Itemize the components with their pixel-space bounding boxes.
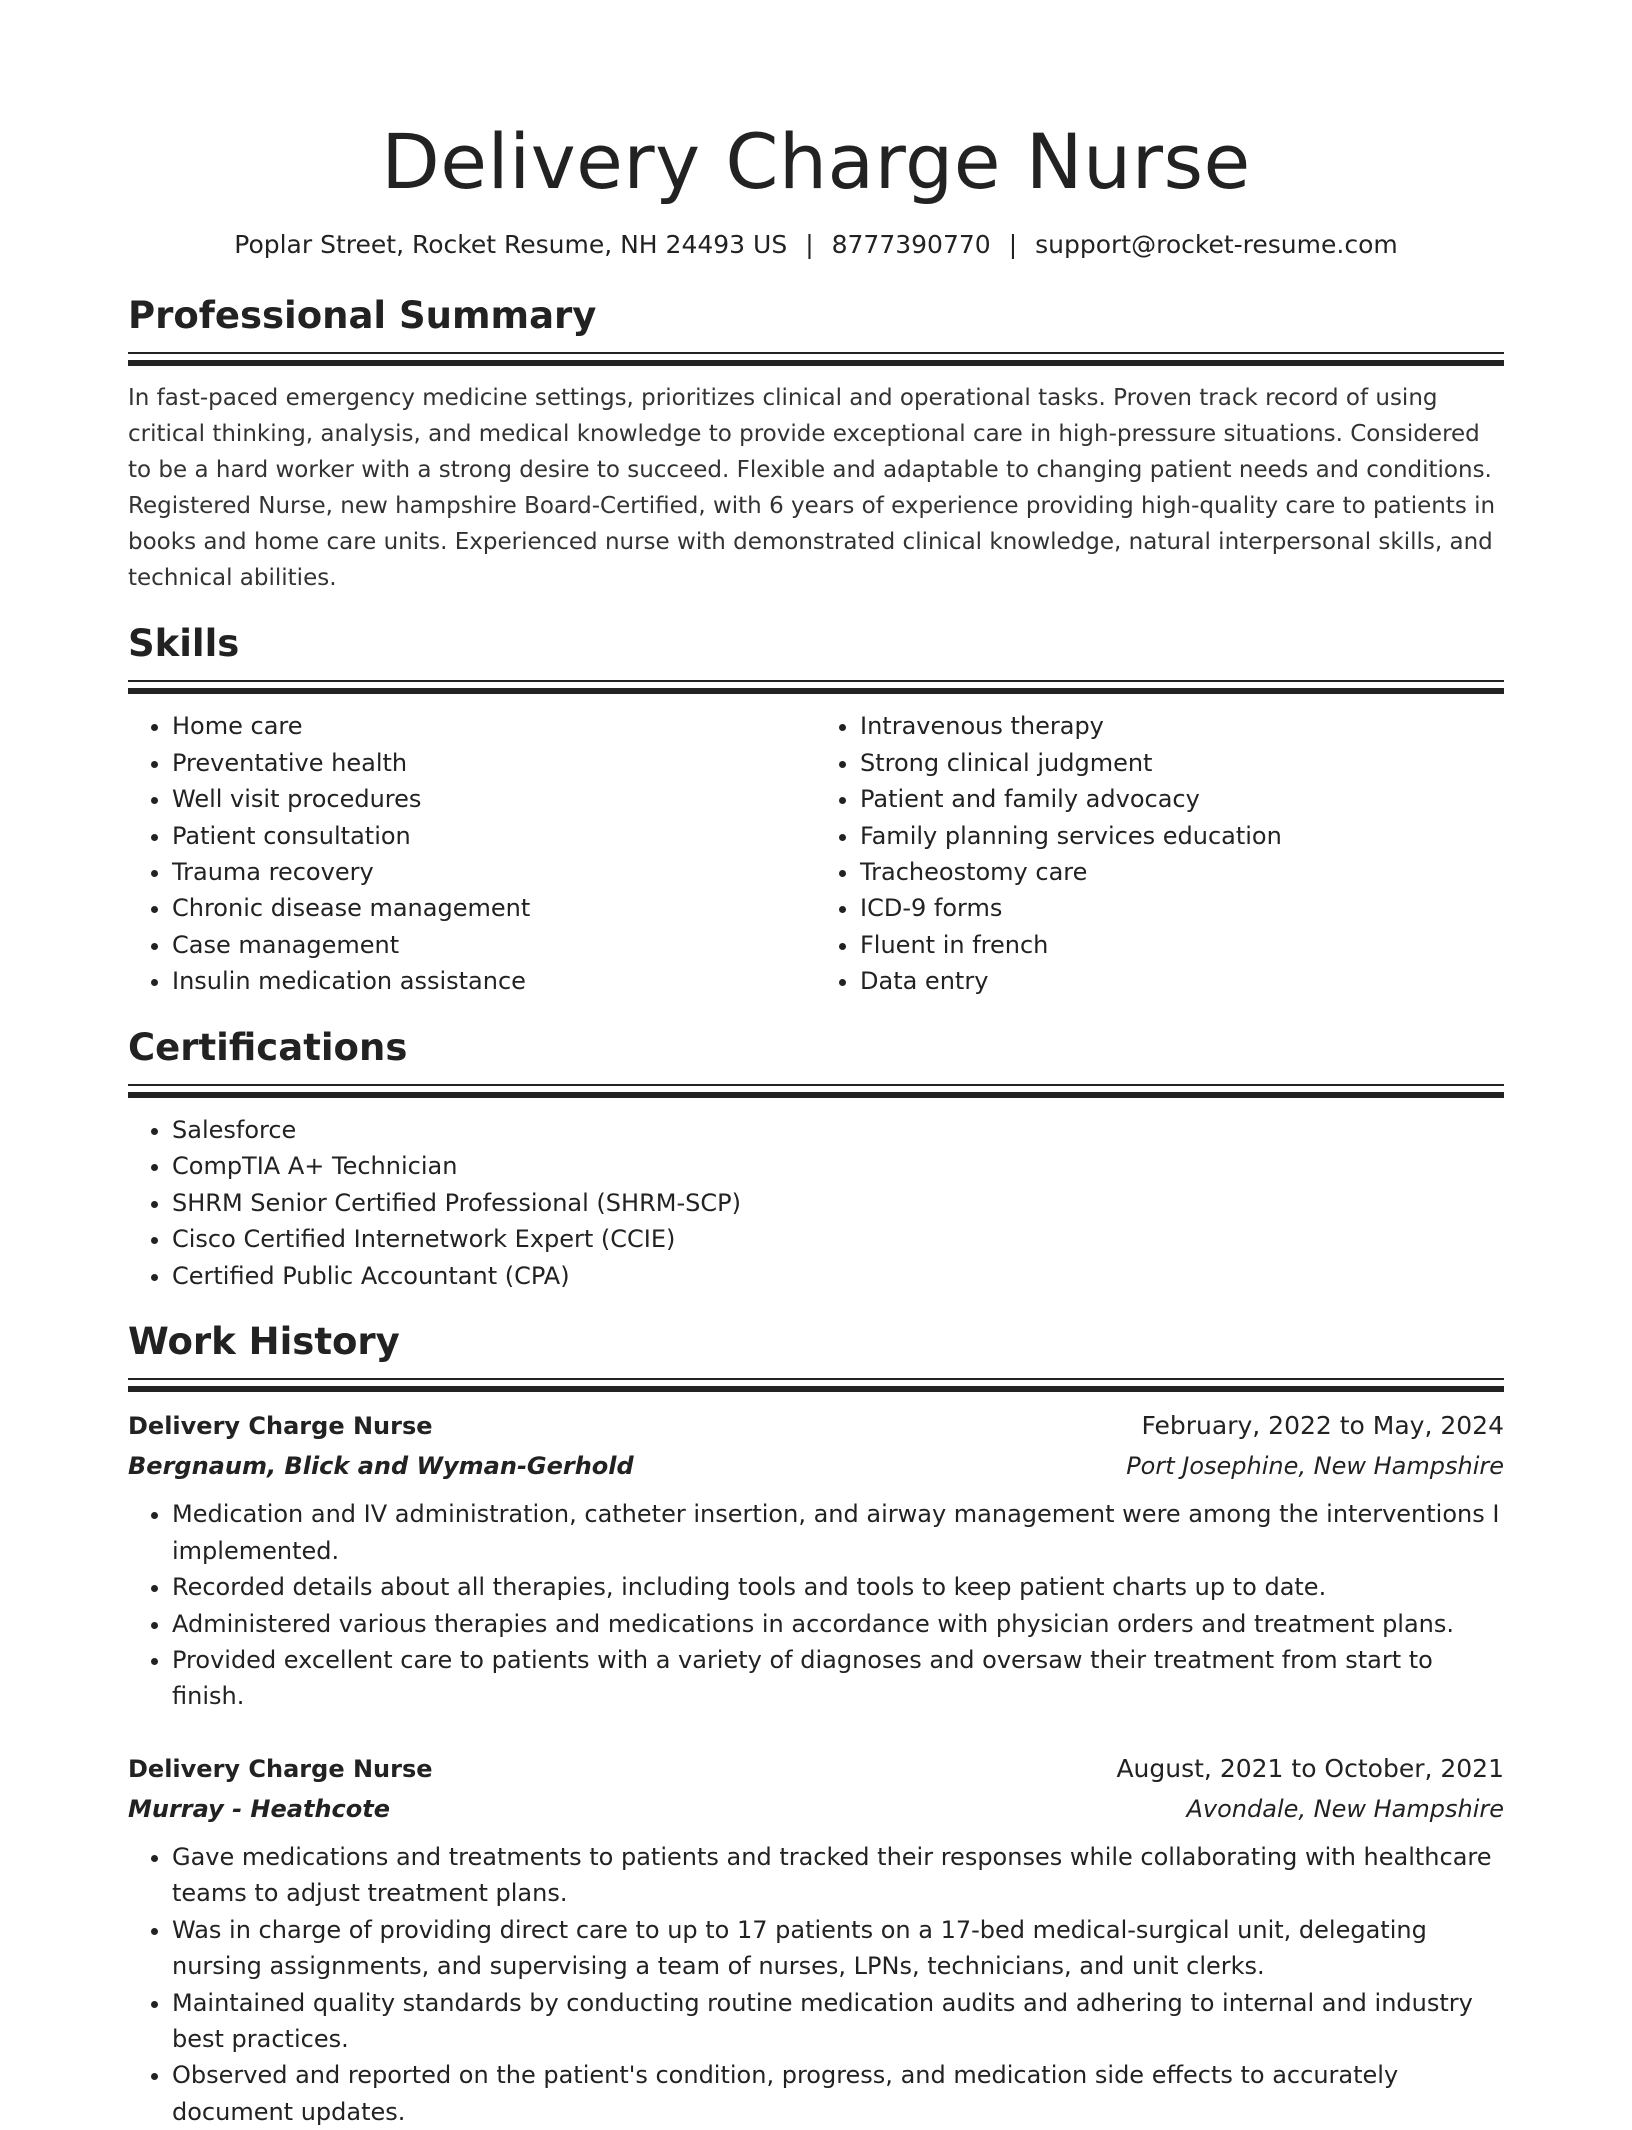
job-title: Delivery Charge Nurse <box>128 1754 433 1783</box>
section-title-certifications: Certifications <box>128 1025 408 1069</box>
skills-list-left <box>128 708 816 999</box>
contact-phone: 8777390770 <box>831 229 991 259</box>
job-dates: February, 2022 to May, 2024 <box>1141 1411 1504 1441</box>
job-bullets <box>128 1496 1504 1714</box>
skill-item: • Preventative health <box>172 745 816 781</box>
job-header-row <box>128 1406 1504 1446</box>
summary-section <box>128 294 1504 596</box>
skill-item: • Trauma recovery <box>172 854 816 890</box>
job-location: Port Josephine, New Hampshire <box>1126 1452 1504 1481</box>
section-divider <box>128 1084 1504 1098</box>
skill-item: • Fluent in french <box>860 927 1504 963</box>
job-bullet: • Administered various therapies and medications in accordance with physician orders and treatment plans. <box>172 1606 1504 1642</box>
skill-item: • Chronic disease management <box>172 890 816 926</box>
summary-text: In fast-paced emergency medicine settings, prioritizes clinical and operational tasks. Proven track record of using critical thinking, analysis, and medical knowledge to provide exceptional care in high-pressure situations. Considered to be a hard worker with a strong desire to succeed. Flexible and adaptable to changing patient needs and conditions. Registered Nurse, new hampshire Board-Certified, with 6 years of experience providing high-quality care to patients in books and home care units. Experienced nurse with demonstrated clinical knowledge, natural interpersonal skills, and technical abilities. <box>128 384 1496 591</box>
skills-grid <box>128 708 1504 999</box>
job-title: Delivery Charge Nurse <box>128 1412 433 1441</box>
candidate-name: Delivery Charge Nurse <box>381 117 1251 206</box>
job-header-row <box>128 1749 1504 1789</box>
section-title-work-history: Work History <box>128 1320 400 1364</box>
job-location: Avondale, New Hampshire <box>1186 1794 1504 1823</box>
skill-item: • Patient consultation <box>172 818 816 854</box>
certification-item: • Cisco Certified Internetwork Expert (CCIE) <box>172 1221 1504 1257</box>
skills-list-right <box>816 708 1504 999</box>
certification-item: • CompTIA A+ Technician <box>172 1148 1504 1184</box>
certifications-section <box>128 1026 1504 1294</box>
skill-item: • Intravenous therapy <box>860 708 1504 744</box>
skills-section <box>128 622 1504 1000</box>
work-history-section <box>128 1320 1504 2130</box>
skill-item: • Strong clinical judgment <box>860 745 1504 781</box>
job-dates: August, 2021 to October, 2021 <box>1116 1753 1504 1783</box>
section-divider <box>128 352 1504 366</box>
job-company: Murray - Heathcote <box>128 1794 390 1823</box>
job-subheader-row <box>128 1446 1504 1486</box>
contact-address: Poplar Street, Rocket Resume, NH 24493 US <box>234 229 788 259</box>
section-divider <box>128 1378 1504 1392</box>
job-bullet: • Gave medications and treatments to patients and tracked their responses while collaborating with healthcare teams to adjust treatment plans. <box>172 1839 1504 1912</box>
section-title-summary: Professional Summary <box>128 293 597 337</box>
job-bullet: • Provided excellent care to patients with a variety of diagnoses and oversaw their treatment from start to finish. <box>172 1642 1504 1715</box>
job-bullet: • Recorded details about all therapies, including tools and tools to keep patient charts up to date. <box>172 1569 1504 1605</box>
skill-item: • Tracheostomy care <box>860 854 1504 890</box>
certification-item: • SHRM Senior Certified Professional (SHRM-SCP) <box>172 1185 1504 1221</box>
contact-separator: | <box>1008 229 1018 259</box>
job-bullet: • Medication and IV administration, catheter insertion, and airway management were among the interventions I implemented. <box>172 1496 1504 1569</box>
job-company: Bergnaum, Blick and Wyman-Gerhold <box>128 1452 634 1481</box>
skill-item: • Well visit procedures <box>172 781 816 817</box>
certifications-list <box>128 1112 1504 1294</box>
resume-page <box>128 0 1504 2130</box>
job-bullet: • Maintained quality standards by conducting routine medication audits and adhering to internal and industry best practices. <box>172 1985 1504 2058</box>
job-bullet: • Was in charge of providing direct care to up to 17 patients on a 17-bed medical-surgical unit, delegating nursing assignments, and supervising a team of nurses, LPNs, technicians, and unit clerks. <box>172 1912 1504 1985</box>
contact-email: support@rocket-resume.com <box>1035 229 1398 259</box>
skill-item: • Family planning services education <box>860 818 1504 854</box>
job-entry <box>128 1406 1504 1714</box>
certification-item: • Certified Public Accountant (CPA) <box>172 1258 1504 1294</box>
certification-item: • Salesforce <box>172 1112 1504 1148</box>
job-entry <box>128 1749 1504 2130</box>
section-divider <box>128 680 1504 694</box>
skill-item: • Patient and family advocacy <box>860 781 1504 817</box>
job-subheader-row <box>128 1789 1504 1829</box>
job-bullet: • Observed and reported on the patient's condition, progress, and medication side effects to accurately document updates. <box>172 2057 1504 2130</box>
job-bullets <box>128 1839 1504 2130</box>
contact-separator: | <box>805 229 814 259</box>
skill-item: • Home care <box>172 708 816 744</box>
skill-item: • Data entry <box>860 963 1504 999</box>
skill-item: • ICD-9 forms <box>860 890 1504 926</box>
section-title-skills: Skills <box>128 621 240 665</box>
skill-item: • Insulin medication assistance <box>172 963 816 999</box>
skill-item: • Case management <box>172 927 816 963</box>
contact-line <box>128 230 1504 260</box>
